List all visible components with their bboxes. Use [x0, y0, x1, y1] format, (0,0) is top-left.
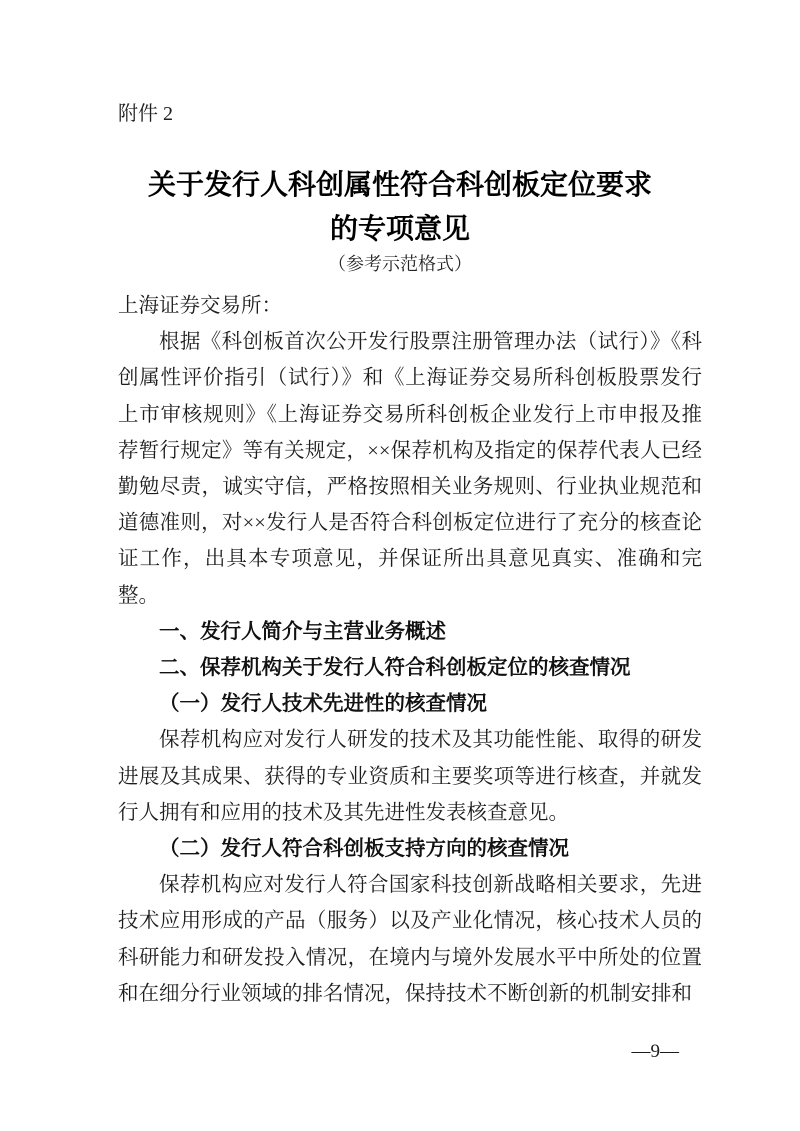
body-paragraph: 保荐机构应对发行人符合国家科技创新战略相关要求，先进技术应用形成的产品（服务）以及产业化情况，核心技术人员的科研能力和研发投入情况，在境内与境外发展水平中所处的位置和在细分行业领域的排名情况，保持技术不断创新的机制安排和 — [118, 874, 702, 1005]
page-number: —9— — [631, 1041, 679, 1062]
document-title-line-1: 关于发行人科创属性符合科创板定位要求 — [147, 169, 652, 200]
document-body — [118, 288, 702, 1012]
document-title-line-2: 的专项意见 — [329, 213, 470, 244]
salutation: 上海证券交易所： — [118, 295, 282, 317]
document-title — [60, 163, 740, 251]
body-heading: 一、发行人简介与主营业务概述 — [159, 620, 446, 643]
document-subtitle: （参考示范格式） — [328, 254, 472, 274]
body-heading: （一）发行人技术先进性的核查情况 — [159, 693, 487, 716]
attachment-label: 附件 2 — [118, 103, 173, 125]
body-heading: 二、保荐机构关于发行人符合科创板定位的核查情况 — [159, 657, 631, 680]
body-paragraph: 根据《科创板首次公开发行股票注册管理办法（试行）》《科创属性评价指引（试行）》和《上海证券交易所科创板股票发行上市审核规则》《上海证券交易所科创板企业发行上市申报及推荐暂行规定》等有关规定，××保荐机构及指定的保荐代表人已经勤勉尽责，诚实守信，严格按照相关业务规则、行业执业规范和道德准则，对××发行人是否符合科创板定位进行了充分的核查论证工作，出具本专项意见，并保证所出具意见真实、准确和完整。 — [118, 331, 702, 607]
body-heading: （二）发行人符合科创板支持方向的核查情况 — [159, 838, 569, 861]
body-paragraph: 保荐机构应对发行人研发的技术及其功能性能、取得的研发进展及其成果、获得的专业资质和主要奖项等进行核查，并就发行人拥有和应用的技术及其先进性发表核查意见。 — [118, 729, 702, 824]
